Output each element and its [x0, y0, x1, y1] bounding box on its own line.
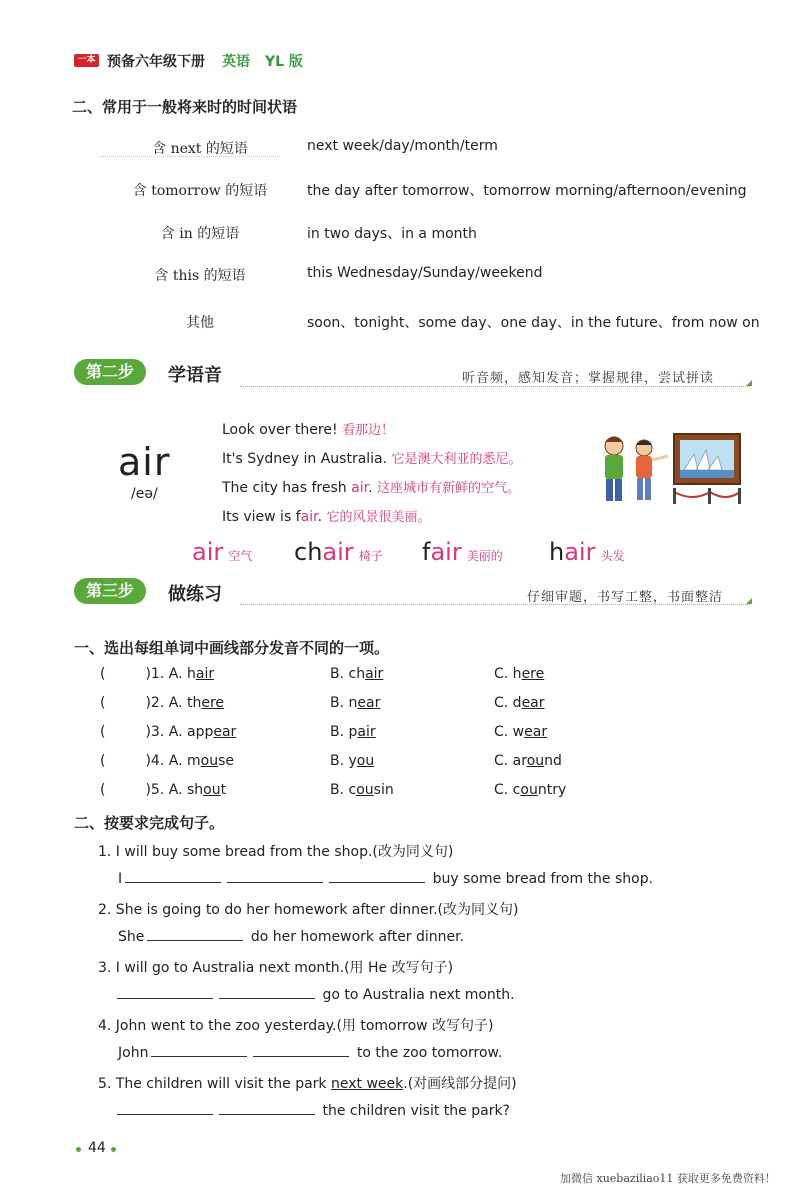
- answer-blank[interactable]: [117, 986, 213, 999]
- step-two-title: 学语音: [168, 365, 222, 386]
- answer-line: go to Australia next month.: [114, 986, 515, 1003]
- sydney-illustration: [598, 430, 743, 506]
- chant-line: It's Sydney in Australia. 它是澳大利亚的悉尼。: [222, 451, 522, 467]
- phrase-label: 其他: [186, 315, 214, 331]
- answer-blank[interactable]: [151, 1044, 247, 1057]
- section-title: 二、常用于一般将来时的时间状语: [72, 98, 298, 116]
- question-prompt: 3. I will go to Australia next month.(用 He 改写句子): [98, 960, 454, 976]
- phonics-word: air: [118, 440, 171, 484]
- step-two-note: 听音频，感知发音；掌握规律，尝试拼读: [462, 371, 715, 386]
- footer-note: 加微信 xuebaziliao11 获取更多免费资料！: [560, 1172, 776, 1185]
- book-title: 预备六年级下册: [107, 54, 205, 70]
- list-item: ( )4. A. mouse: [100, 753, 234, 769]
- example-word: chair 椅子: [294, 538, 383, 566]
- phrase-label: 含 in 的短语: [160, 226, 240, 242]
- answer-blank[interactable]: [219, 986, 315, 999]
- answer-blank[interactable]: [125, 870, 221, 883]
- list-item: ( )1. A. hair: [100, 666, 215, 682]
- page-dot: [76, 1147, 81, 1152]
- answer-line: She do her homework after dinner.: [118, 929, 465, 945]
- phrase-label: 含 tomorrow 的短语: [132, 183, 268, 199]
- phrase-value: soon、tonight、some day、one day、in the future、from now on: [307, 315, 760, 331]
- answer-line: the children visit the park?: [114, 1102, 510, 1119]
- example-word: air 空气: [192, 538, 253, 566]
- page-dot: [111, 1147, 116, 1152]
- answer-blank[interactable]: [117, 1102, 213, 1115]
- step-three-note: 仔细审题，书写工整，书面整洁: [527, 590, 724, 605]
- chant-line: Its view is fair. 它的风景很美丽。: [222, 509, 431, 525]
- answer-blank[interactable]: [227, 870, 323, 883]
- question-prompt: 4. John went to the zoo yesterday.(用 tomorrow 改写句子): [98, 1018, 494, 1034]
- phrase-label: 含 this 的短语: [154, 268, 246, 284]
- chant-line: Look over there! 看那边！: [222, 422, 395, 438]
- question-prompt: 1. I will buy some bread from the shop.(改为同义句): [98, 844, 454, 860]
- chant-line: The city has fresh air. 这座城市有新鲜的空气。: [222, 480, 520, 496]
- step-two-badge: 第二步: [74, 359, 146, 385]
- answer-blank[interactable]: [253, 1044, 349, 1057]
- answer-line: John to the zoo tomorrow.: [118, 1045, 503, 1061]
- exercise-two-title: 二、按要求完成句子。: [74, 814, 225, 832]
- phrase-value: next week/day/month/term: [307, 138, 498, 154]
- choice-list: ( )1. A. hair B. chair C. here ( )2. A. there B. near C. dear ( )3. A. appear B. pair C. wear ( )4. A. mouse B. you C. around ( )5. A. shout B. cousin C. country: [100, 666, 567, 798]
- example-word: fair 美丽的: [422, 538, 503, 566]
- subject-label: 英语: [222, 54, 250, 70]
- answer-blank[interactable]: [147, 928, 243, 941]
- phrase-value: in two days、in a month: [307, 226, 477, 242]
- exercise-one-title: 一、选出每组单词中画线部分发音不同的一项。: [74, 639, 390, 657]
- answer-blank[interactable]: [329, 870, 425, 883]
- phrase-label: 含 next 的短语: [152, 141, 248, 157]
- question-prompt: 5. The children will visit the park next week.(对画线部分提问): [98, 1076, 517, 1092]
- example-word: hair 头发: [549, 538, 625, 566]
- book-logo-badge: 一本: [74, 54, 99, 67]
- step-three-title: 做练习: [168, 584, 222, 605]
- phrase-value: this Wednesday/Sunday/weekend: [307, 265, 543, 281]
- corner-marker: [746, 598, 752, 604]
- list-item: ( )5. A. shout: [100, 782, 227, 798]
- step-three-badge: 第三步: [74, 578, 146, 604]
- answer-line: I buy some bread from the shop.: [118, 871, 654, 887]
- answer-blank[interactable]: [219, 1102, 315, 1115]
- list-item: ( )3. A. appear: [100, 724, 237, 740]
- edition-label: YL 版: [265, 54, 303, 70]
- corner-marker: [746, 380, 752, 386]
- step-divider: [240, 386, 750, 387]
- question-prompt: 2. She is going to do her homework after dinner.(改为同义句): [98, 902, 519, 918]
- phrase-value: the day after tomorrow、tomorrow morning/afternoon/evening: [307, 183, 747, 199]
- phonetic-symbol: /eə/: [131, 486, 158, 502]
- page-number: 44: [88, 1140, 106, 1156]
- list-item: ( )2. A. there: [100, 695, 225, 711]
